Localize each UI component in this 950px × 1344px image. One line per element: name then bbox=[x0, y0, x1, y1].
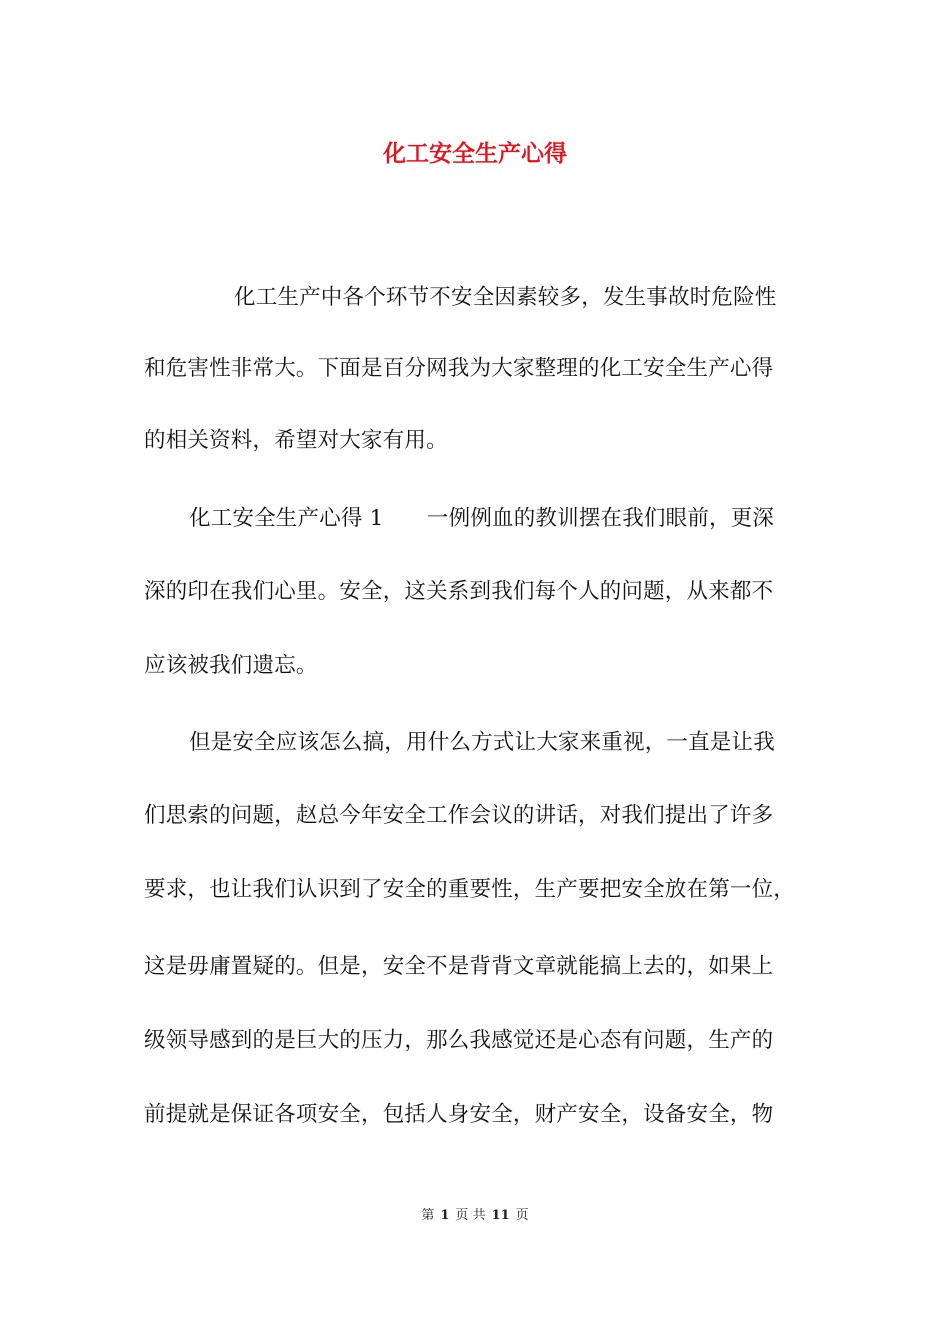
page-footer bbox=[0, 1207, 950, 1225]
text-line: 化工生产中各个环节不安全因素较多，发生事故时危险性 bbox=[234, 285, 777, 310]
footer-suffix: 页 bbox=[515, 1208, 529, 1223]
text-line: 级领导感到的是巨大的压力，那么我感觉还是心态有问题，生产的 bbox=[144, 1028, 774, 1053]
text-line: 的相关资料，希望对大家有用。 bbox=[144, 428, 448, 453]
footer-page-total: 11 bbox=[491, 1208, 510, 1223]
text-line: 深的印在我们心里。安全，这关系到我们每个人的问题，从来都不 bbox=[144, 579, 774, 604]
text-line: 应该被我们遗忘。 bbox=[144, 653, 318, 678]
text-line: 和危害性非常大。下面是百分网我为大家整理的化工安全生产心得 bbox=[144, 356, 774, 381]
document-title: 化工安全生产心得 bbox=[383, 141, 567, 167]
text-line: 前提就是保证各项安全，包括人身安全，财产安全，设备安全，物 bbox=[144, 1102, 774, 1127]
footer-middle: 页 共 bbox=[455, 1208, 486, 1223]
text-line: 但是安全应该怎么搞，用什么方式让大家来重视，一直是让我 bbox=[189, 730, 775, 755]
text-line: 们思索的问题，赵总今年安全工作会议的讲话，对我们提出了许多 bbox=[144, 803, 774, 828]
text-line: 化工安全生产心得 1 一例例血的教训摆在我们眼前，更深 bbox=[189, 506, 775, 531]
footer-prefix: 第 bbox=[421, 1208, 435, 1223]
footer-page-number: 1 bbox=[440, 1208, 450, 1223]
text-line: 要求，也让我们认识到了安全的重要性，生产要把安全放在第一位， bbox=[144, 877, 796, 902]
text-line: 这是毋庸置疑的。但是，安全不是背背文章就能搞上去的，如果上 bbox=[144, 954, 774, 979]
